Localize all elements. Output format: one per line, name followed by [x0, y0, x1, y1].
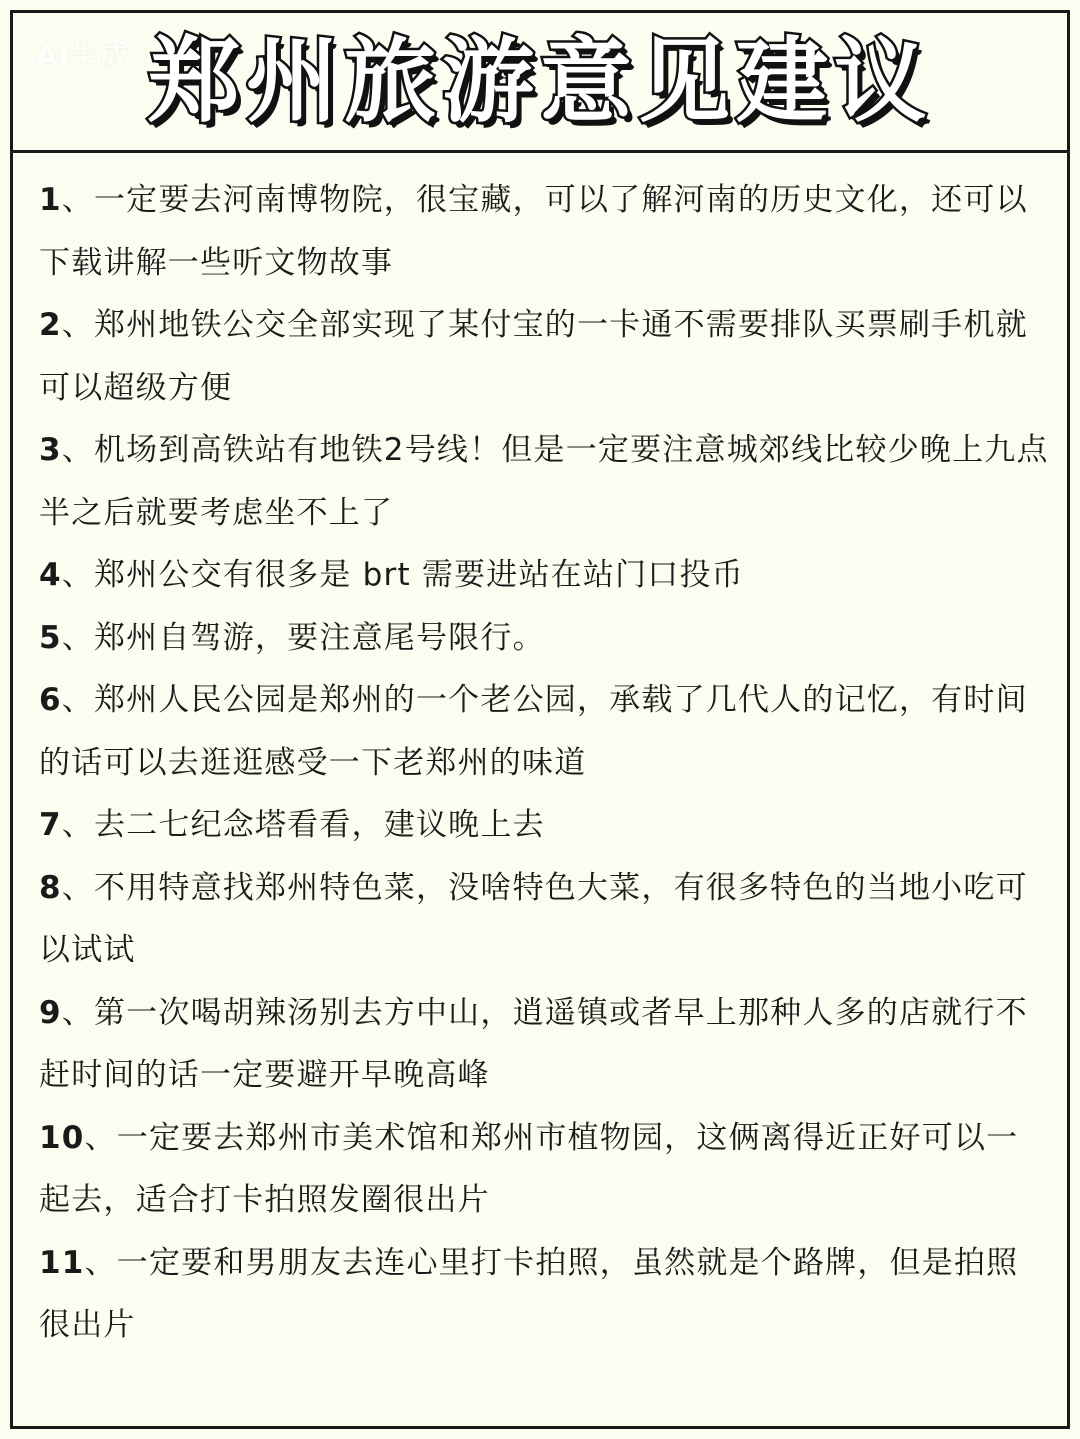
tip-number: 6: [39, 682, 62, 718]
tip-item: [39, 419, 1049, 544]
tip-text: 郑州地铁公交全部实现了某付宝的一卡通不需要排队买票刷手机就可以超级方便: [39, 307, 1028, 406]
tip-text: 不用特意找郑州特色菜，没啥特色大菜，有很多特色的当地小吃可以试试: [39, 869, 1028, 968]
tip-item: [39, 669, 1049, 794]
tip-number: 1: [39, 182, 62, 218]
bordered-frame: [10, 10, 1070, 1429]
tip-number: 4: [39, 557, 62, 593]
tip-item: [39, 982, 1049, 1107]
tip-item: [39, 857, 1049, 982]
tip-number: 5: [39, 619, 62, 656]
tip-number: 10: [39, 1119, 85, 1156]
tip-item: [39, 169, 1049, 294]
tip-text: 一定要和男朋友去连心里打卡拍照，虽然就是个路牌，但是拍照很出片: [39, 1244, 1019, 1343]
tip-text: 第一次喝胡辣汤别去方中山，逍遥镇或者早上那种人多的店就行不赶时间的话一定要避开早晚高峰: [39, 994, 1028, 1093]
tip-item: [39, 607, 1049, 670]
tip-item: [39, 1232, 1049, 1357]
tip-number: 11: [39, 1244, 85, 1281]
title-banner: [13, 13, 1067, 153]
ai-generated-watermark: AI生成: [35, 39, 130, 74]
tips-list: [39, 169, 1049, 1357]
tip-number: 8: [39, 869, 62, 906]
tip-separator: 、: [84, 1119, 117, 1156]
tip-text: 郑州人民公园是郑州的一个老公园，承载了几代人的记忆，有时间的话可以去逛逛感受一下老郑州的味道: [39, 682, 1028, 781]
tip-separator: 、: [61, 682, 94, 718]
tip-text: 机场到高铁站有地铁2号线！但是一定要注意城郊线比较少晚上九点半之后就要考虑坐不上了: [39, 432, 1049, 531]
tip-number: 3: [39, 432, 62, 468]
tip-item: [39, 1107, 1049, 1232]
tip-text: 一定要去郑州市美术馆和郑州市植物园，这俩离得近正好可以一起去，适合打卡拍照发圈很出片: [39, 1119, 1019, 1218]
tip-text: 去二七纪念塔看看，建议晚上去: [93, 807, 545, 843]
tip-number: 2: [39, 307, 62, 343]
tip-separator: 、: [61, 994, 94, 1031]
tip-item: [39, 794, 1049, 857]
tip-item: [39, 294, 1049, 419]
tip-separator: 、: [61, 557, 94, 593]
tip-text: 郑州自驾游，要注意尾号限行。: [93, 619, 545, 656]
tip-text: 郑州公交有很多是 brt 需要进站在站门口投币: [93, 557, 744, 593]
tip-separator: 、: [61, 182, 94, 218]
tip-separator: 、: [61, 619, 94, 656]
tip-number: 7: [39, 807, 62, 843]
tip-item: [39, 544, 1049, 607]
tip-separator: 、: [61, 807, 94, 843]
tip-separator: 、: [61, 307, 94, 343]
tip-text: 一定要去河南博物院，很宝藏，可以了解河南的历史文化，还可以下载讲解一些听文物故事: [39, 182, 1028, 281]
tip-separator: 、: [61, 869, 94, 906]
tip-separator: 、: [84, 1244, 117, 1281]
tip-separator: 、: [61, 432, 94, 468]
tip-number: 9: [39, 994, 62, 1031]
page-title: 郑州旅游意见建议: [147, 27, 932, 135]
